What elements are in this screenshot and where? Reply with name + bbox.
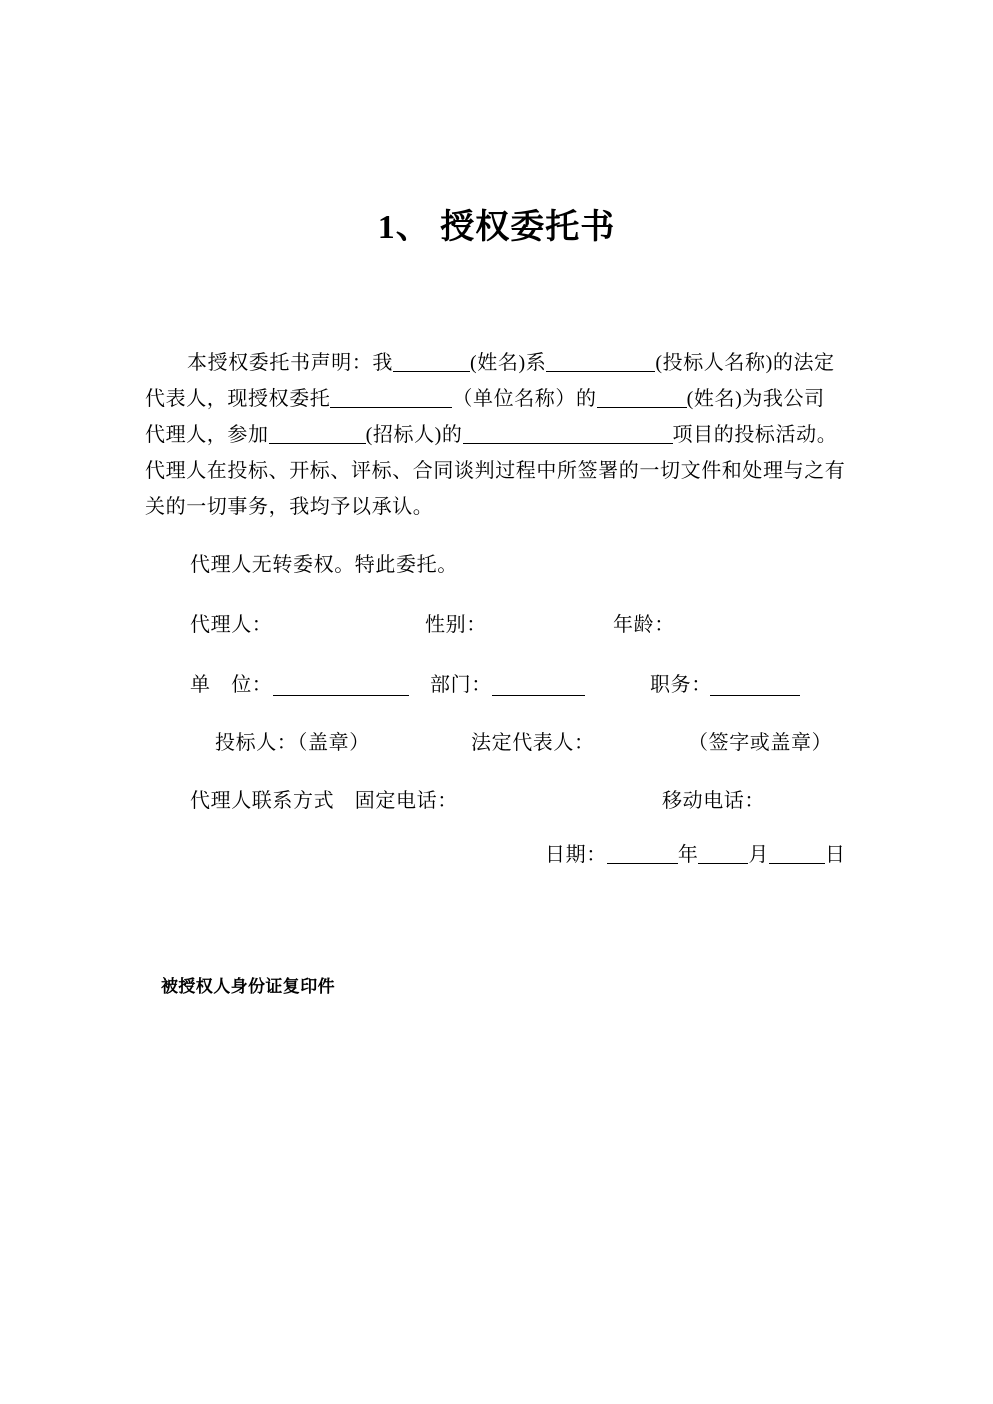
declaration-line5-text: 关的一切事务，我均予以承认。 <box>145 496 434 518</box>
department-label: 部门： <box>430 674 492 696</box>
declaration-paragraph <box>145 345 861 525</box>
mobile-phone-label: 移动电话： <box>662 790 765 812</box>
declaration-line1-mid: (姓名)系 <box>470 352 547 374</box>
no-subdelegation-text: 代理人无转委权。特此委托。 <box>190 554 458 576</box>
declaration-line3-end: 项目的投标活动。 <box>672 424 838 446</box>
blank-bidder-name <box>546 352 655 372</box>
position-label: 职务： <box>650 674 712 696</box>
declaration-line2-end: (姓名)为我公司 <box>686 388 825 410</box>
blank-principal-name <box>393 352 470 372</box>
declaration-line-5 <box>145 489 861 525</box>
attachment-note: 被授权人身份证复印件 <box>161 977 335 996</box>
declaration-line1-end: (投标人名称)的法定 <box>655 352 835 374</box>
agent-info-row <box>145 607 861 643</box>
unit-info-row <box>145 667 861 703</box>
agent-name-label: 代理人： <box>190 614 273 636</box>
declaration-line-2 <box>145 381 861 417</box>
blank-agent-name <box>597 388 687 408</box>
blank-date-year <box>607 844 678 864</box>
document-title: 1、 授权委托书 <box>377 209 616 246</box>
sign-or-seal-label: （签字或盖章） <box>688 732 833 754</box>
declaration-line-1 <box>145 345 861 381</box>
date-month-char: 月 <box>748 844 770 866</box>
declaration-line1-pre: 本授权委托书声明：我 <box>187 352 393 374</box>
blank-department <box>492 667 585 696</box>
blank-unit <box>273 667 409 696</box>
no-subdelegation-row <box>145 547 861 583</box>
blank-position <box>710 667 800 696</box>
declaration-line2-mid: （单位名称）的 <box>452 388 597 410</box>
blank-project-name <box>463 424 673 444</box>
bidder-seal-label: 投标人：（盖章） <box>215 732 370 754</box>
agent-age-label: 年龄： <box>613 614 675 636</box>
declaration-line3-mid: (招标人)的 <box>365 424 463 446</box>
agent-gender-label: 性别： <box>425 614 487 636</box>
date-day-char: 日 <box>825 844 846 866</box>
declaration-line4-text: 代理人在投标、开标、评标、合同谈判过程中所签署的一切文件和处理与之有 <box>145 460 846 482</box>
blank-tenderer-name <box>269 424 366 444</box>
blank-date-month <box>698 844 748 864</box>
fixed-phone-label: 代理人联系方式 固定电话： <box>190 790 458 812</box>
blank-date-day <box>769 844 825 864</box>
date-year-char: 年 <box>677 844 699 866</box>
unit-label: 单 位： <box>190 674 273 696</box>
declaration-line-3 <box>145 417 861 453</box>
contact-row <box>145 783 861 819</box>
signature-row <box>145 725 861 761</box>
date-label: 日期： <box>545 844 607 866</box>
declaration-line2-pre: 代表人，现授权委托 <box>145 388 331 410</box>
declaration-line-4 <box>145 453 861 489</box>
declaration-line3-pre: 代理人，参加 <box>145 424 269 446</box>
legal-rep-label: 法定代表人： <box>471 732 595 754</box>
date-row <box>545 837 885 873</box>
blank-unit-name <box>330 388 452 408</box>
